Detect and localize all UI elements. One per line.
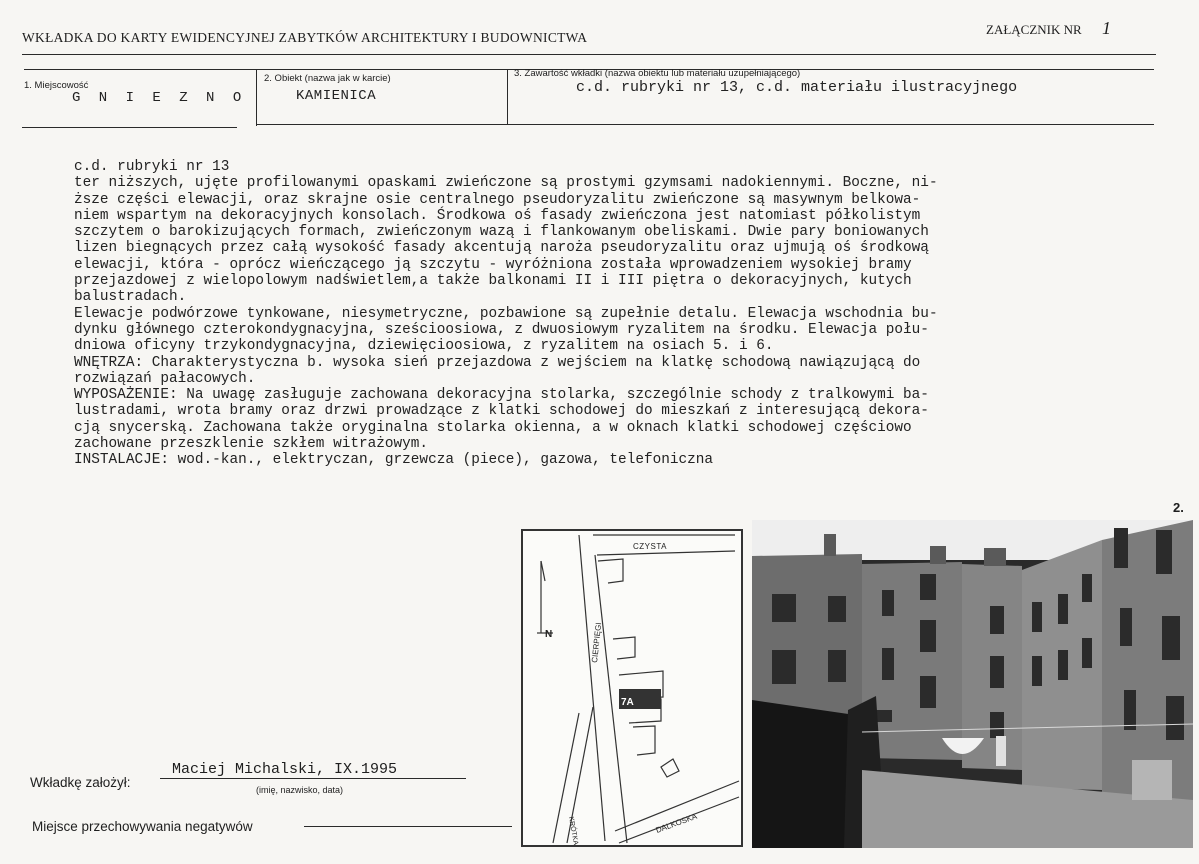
photo-drawing [752,520,1193,848]
locality-value: G N I E Z N O [72,90,247,106]
annex-label: ZAŁĄCZNIK NR [986,22,1082,37]
text-line: szczytem o barokizujących formach, zwieńczonym wazą i flankowanym obeliskami. Dwie pary boniowanych [74,224,929,241]
author-label: Wkładkę założył: [30,775,131,790]
street-dalkoska: DALKOSKA [654,811,699,835]
annex-number: 1 [1102,18,1111,38]
fields-bottom-rule [22,127,237,128]
north-label: N [545,629,553,640]
author-value: Maciej Michalski, IX.1995 [172,761,398,778]
location-map [521,529,743,847]
contents-value: c.d. rubryki nr 13, c.d. materiału ilustracyjnego [576,79,1018,96]
text-line: ter niższych, ujęte profilowanymi opaskami zwieńczone są prostymi gzymsami nadokiennymi. Boczne, ni- [74,175,938,192]
form-title: WKŁADKA DO KARTY EWIDENCYJNEJ ZABYTKÓW ARCHITEKTURY I BUDOWNICTWA [22,30,588,45]
text-line: lustradami, wrota bramy oraz drzwi prowadzące z klatki schodowej do mieszkań z interesującą dekora- [74,403,929,420]
contents-label: 3. Zawartość wkładki (nazwa obiektu lub materiału uzupełniającego) [514,68,801,79]
text-line: lizen biegnących przez całą wysokość fasady akcentują naroża pseudoryzalitu oraz ujmują oś środkową [74,240,929,257]
text-line: rozwiązań pałacowych. [74,370,256,387]
object-value: KAMIENICA [296,88,377,104]
text-line: c.d. rubryki nr 13 [74,159,230,175]
text-line: INSTALACJE: wod.-kan., elektryczan, grzewcza (piece), gazowa, telefoniczna [74,452,714,469]
fields-bottom-rule-2 [256,124,1154,125]
author-rule [160,778,466,779]
text-line: balustradach. [74,289,187,306]
text-line: przejazdowej z wielopolowym nadświetlem,a także balkonami II i III piętra o dekoracyjnych, kutych [74,273,912,290]
map-drawing [523,531,741,845]
text-line: WYPOSAŻENIE: Na uwagę zasługuje zachowana dekoracyjna stolarka, szczególnie schody z tralkowymi ba- [74,387,929,404]
photo-number: 2. [1173,500,1184,515]
text-line: elewacji, która - oprócz wieńczącego ją szczytu - wyróżniona została wprowadzeniem wysokiej bramy [74,256,912,273]
text-line: Elewacje podwórzowe tynkowane, niesymetryczne, pozbawione są zupełnie detalu. Elewacja wschodnia bu- [74,305,938,322]
courtyard-photo [752,520,1193,848]
header-rule [22,54,1156,55]
text-line: dniowa oficyny trzykondygnacyjna, dziewięcioosiowa, z ryzalitem na osiach 5. i 6. [74,338,774,355]
street-krotka: KRÓTKA [567,816,579,845]
field-divider-2 [507,69,508,125]
text-line: cją snycerską. Zachowana także oryginalna stolarka okienna, a w oknach klatki schodowej częściowo [74,419,912,436]
street-cierpiegi: CIERPIĘGI [590,622,604,664]
locality-label: 1. Miejscowość [24,80,89,91]
author-caption: (imię, nazwisko, data) [256,785,344,795]
building-label: 7A [621,697,634,708]
negative-rule [304,826,512,827]
negative-storage-label: Miejsce przechowywania negatywów [32,819,253,834]
text-line: WNĘTRZA: Charakterystyczna b. wysoka sień przejazdowa z wejściem na klatkę schodową nawiązującą do [74,354,921,371]
street-czysta: CZYSTA [633,542,667,551]
text-line: dynku głównego czterokondygnacyjna, sześcioosiowa, z dwuosiowym ryzalitem na środku. Elewacja połu- [74,321,929,338]
object-label: 2. Obiekt (nazwa jak w karcie) [264,73,391,84]
description-text [74,159,1104,469]
text-line: niem wspartym na dekoracyjnych konsolach. Środkowa oś fasady zwieńczona jest natomiast półkolistym [74,207,921,224]
text-line: zachowane przeszklenie szkłem witrażowym. [74,436,429,453]
text-line: ższe części elewacji, oraz skrajne osie centralnego pseudoryzalitu zwieńczone są masywnym belkowa- [74,191,921,208]
field-divider-1 [256,69,257,126]
